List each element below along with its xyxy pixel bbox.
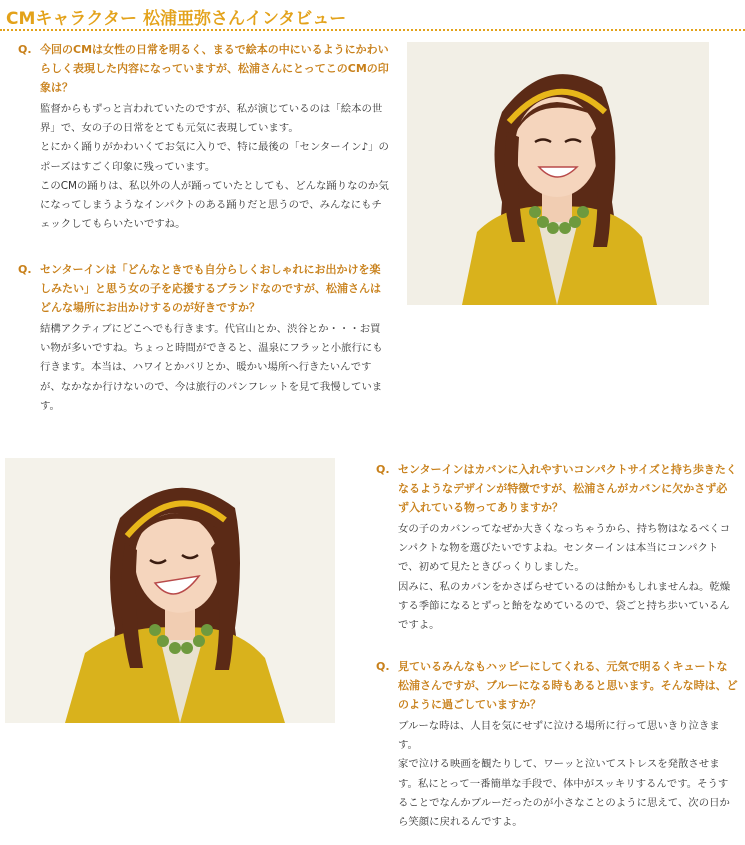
header-dotted-rule <box>0 29 745 31</box>
question-mark: Q. <box>376 463 390 476</box>
question-text: センターインはカバンに入れやすいコンパクトサイズと持ち歩きたくなるようなデザインが特徴ですが、松浦さんがカバンに欠かさず必ず入れている物ってありますか？ <box>398 463 737 514</box>
answer-3 <box>376 520 738 635</box>
answer-paragraph: ブルーな時は、人目を気にせずに泣ける場所に行って思いきり泣きます。 <box>398 720 720 752</box>
answer-4 <box>376 717 738 832</box>
portrait-illustration <box>5 458 335 723</box>
answer-paragraph: 女の子のカバンってなぜか大きくなっちゃうから、持ち物はなるべくコンパクトな物を選びたいですよね。センターインは本当にコンパクトで、初めて見たときびっくりしました。 <box>398 523 731 574</box>
question-3 <box>376 460 738 517</box>
qa-block-3 <box>376 460 738 635</box>
question-mark: Q. <box>18 43 32 56</box>
interview-photo-2 <box>5 458 335 723</box>
qa-block-1 <box>18 40 390 234</box>
answer-2 <box>18 320 390 416</box>
question-text: 見ているみんなもハッピーにしてくれる、元気で明るくキュートな松浦さんですが、ブルーになる時もあると思います。そんな時は、どのように過ごしていますか？ <box>398 660 738 711</box>
answer-1 <box>18 100 390 234</box>
question-4 <box>376 657 738 714</box>
question-text: 今回のCMは女性の日常を明るく、まるで絵本の中にいるようにかわいらしく表現した内容になっていますが、松浦さんにとってこのCMの印象は？ <box>40 43 389 94</box>
answer-paragraph: 結構アクティブにどこへでも行きます。代官山とか、渋谷とか・・・お買い物が多いですね。ちょっと時間ができると、温泉にフラッと小旅行にも行きます。本当は、ハワイとかバリとか、暖かい場所へ行きたいんですが、なかなか行けないので、今は旅行のパンフレットを見て我慢しています。 <box>40 323 383 412</box>
page-title: CMキャラクター 松浦亜弥さんインタビュー <box>6 9 347 29</box>
question-mark: Q. <box>376 660 390 673</box>
question-mark: Q. <box>18 263 32 276</box>
qa-block-2 <box>18 260 390 416</box>
answer-paragraph: 家で泣ける映画を観たりして、ワーッと泣いてストレスを発散させます。私にとって一番簡単な手段で、体中がスッキリするんです。そうすることでなんかブルーだったのが小さなことのように思えて、次の日から笑顔に戻れるんですよ。 <box>398 758 730 829</box>
question-2 <box>18 260 390 317</box>
qa-block-4 <box>376 657 738 832</box>
question-1 <box>18 40 390 97</box>
answer-paragraph: このCMの踊りは、私以外の人が踊っていたとしても、どんな踊りなのか気になってしまうようなインパクトのある踊りだと思うので、みんなにもチェックしてもらいたいですね。 <box>40 179 389 231</box>
portrait-illustration <box>407 42 709 305</box>
answer-paragraph: とにかく踊りがかわいくてお気に入りで、特に最後の「センターイン♪」のポーズはすごく印象に残っています。 <box>40 141 389 173</box>
answer-paragraph: 監督からもずっと言われていたのですが、私が演じているのは「絵本の世界」で、女の子の日常をとても元気に表現しています。 <box>40 103 383 135</box>
answer-paragraph: 因みに、私のカバンをかさばらせているのは飴かもしれませんね。乾燥する季節になるとずっと飴をなめているので、袋ごと持ち歩いているんですよ。 <box>398 580 731 632</box>
interview-photo-1 <box>407 42 709 305</box>
question-text: センターインは「どんなときでも自分らしくおしゃれにお出かけを楽しみたい」と思う女の子を応援するブランドなのですが、松浦さんはどんな場所にお出かけするのが好きですか？ <box>40 263 381 314</box>
page-header <box>0 0 745 34</box>
